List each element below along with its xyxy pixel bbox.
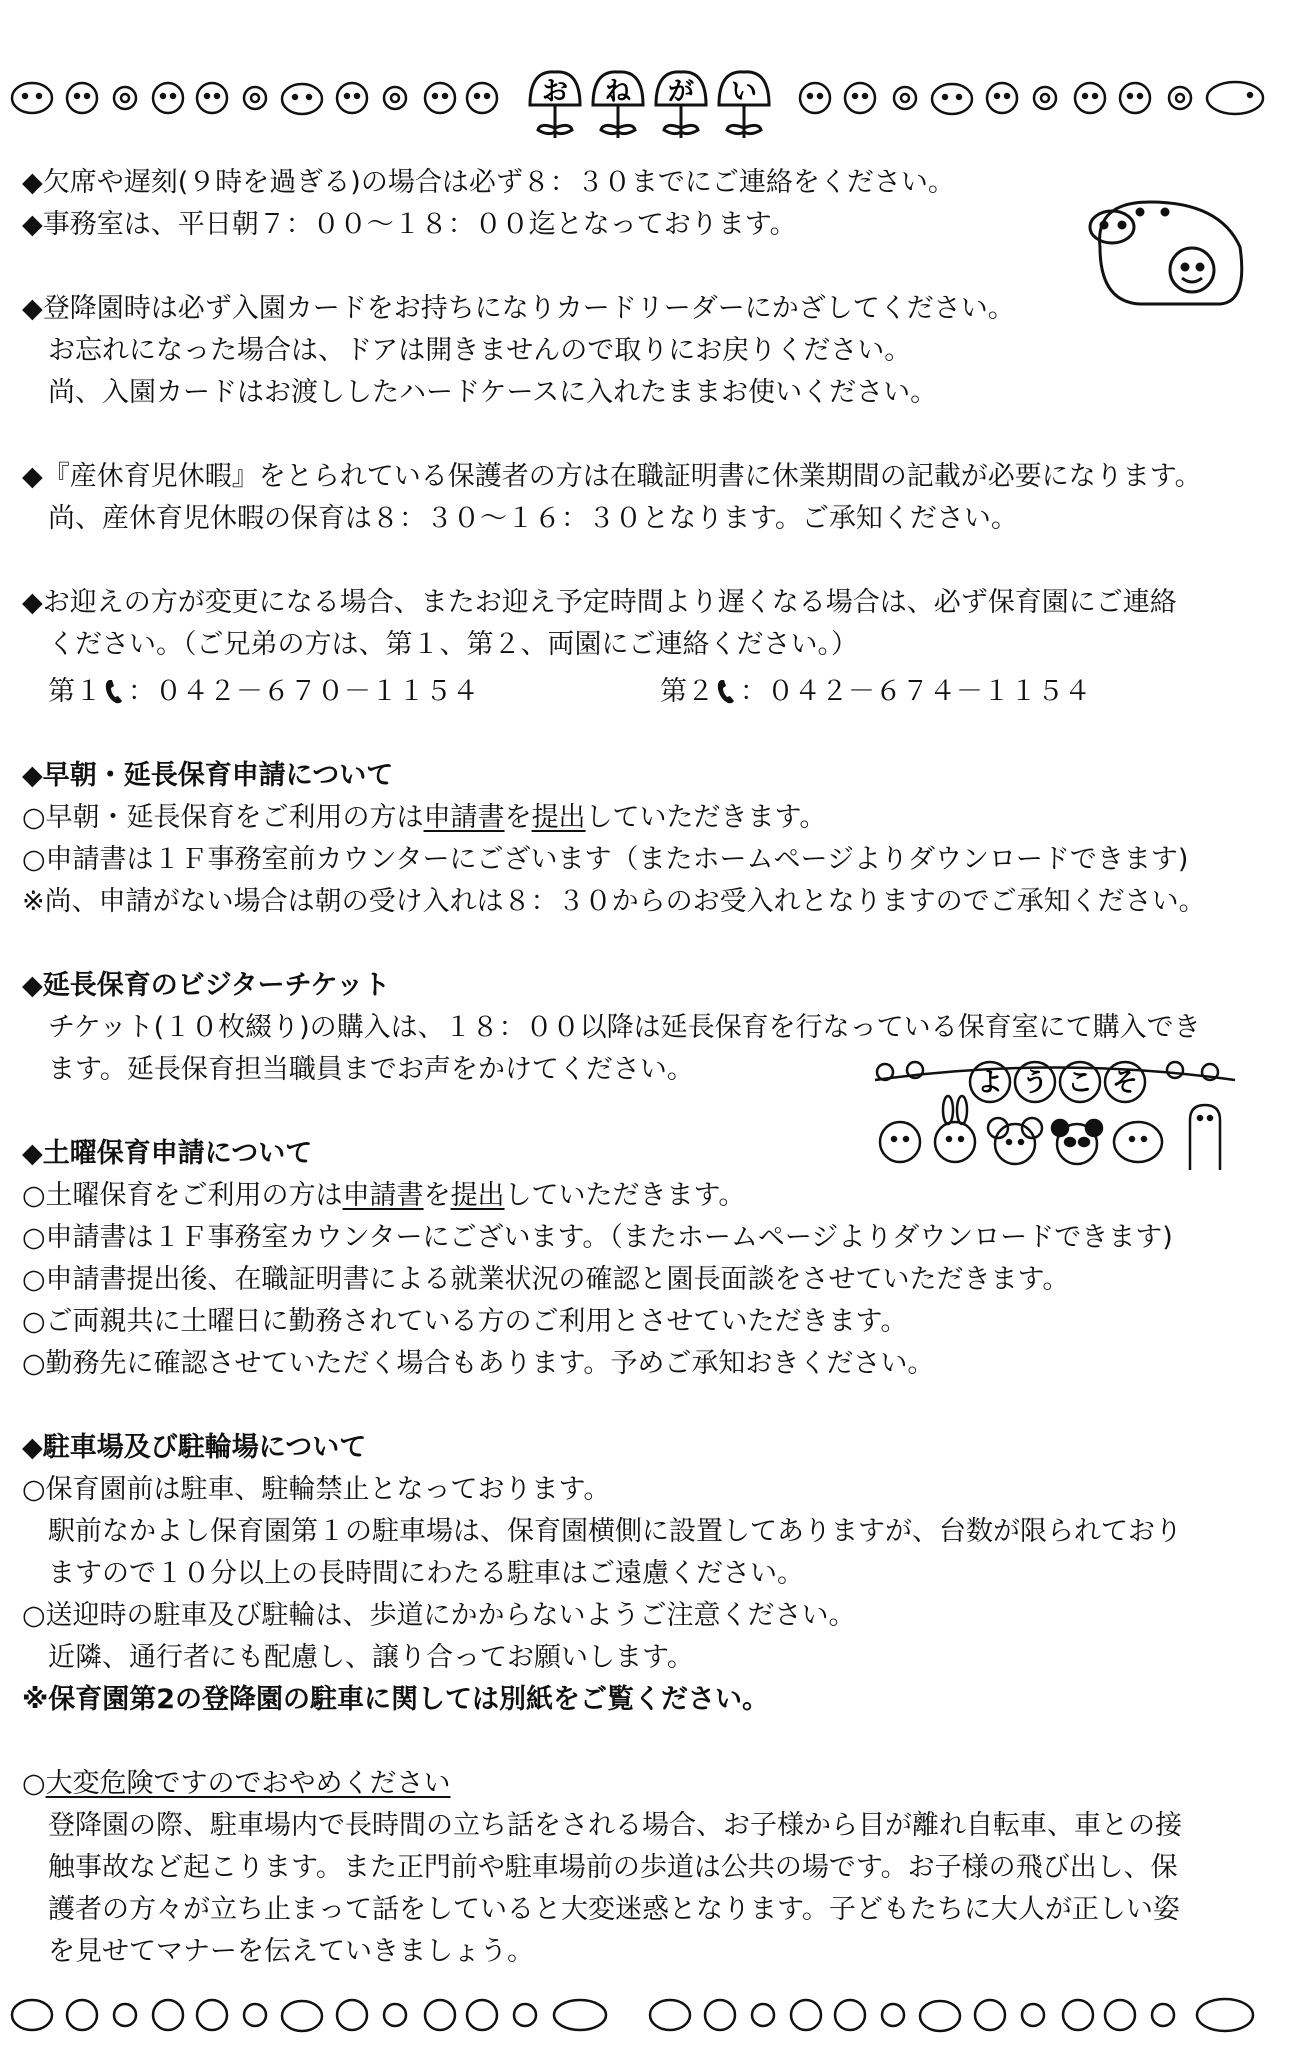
notice-parking-neighbors: 近隣、通行者にも配慮し、譲り合ってお願いします。	[48, 1642, 694, 1673]
notice-parking-lot-cont: ますので１０分以上の長時間にわたる駐車はご遠慮ください。	[48, 1558, 804, 1589]
phone-first	[48, 674, 479, 710]
bottom-border	[0, 1985, 1290, 2045]
phone-icon	[716, 677, 738, 705]
phone-number: ：０４２－６７４－１１５４	[740, 676, 1091, 707]
notice-saturday-confirm: ○勤務先に確認させていただく場合もあります。予めご承知おきください。	[22, 1348, 935, 1379]
phone-icon	[104, 677, 126, 705]
notice-danger-heading: ○大変危険ですのでおやめください	[22, 1768, 451, 1799]
notice-danger-3: 護者の方々が立ち止まって話をしていると大変迷惑となります。子どもたちに大人が正しい姿	[48, 1894, 1180, 1925]
notice-parking-lot: 駅前なかよし保育園第１の駐車場は、保育園横側に設置してありますが、台数が限られており	[48, 1516, 1182, 1547]
notice-parking-ban: ○保育園前は駐車、駐輪禁止となっております。	[22, 1474, 611, 1505]
hippo-illustration-icon	[1070, 192, 1250, 316]
notice-early-form: ○申請書は１Ｆ事務室前カウンターにございます（またホームページよりダウンロードできます)	[22, 844, 1189, 875]
welcome-char: う	[1021, 1068, 1049, 1098]
heading-visitor-ticket: ◆延長保育のビジターチケット	[22, 970, 391, 1001]
heading-parking: ◆駐車場及び駐輪場について	[22, 1432, 367, 1463]
notice-pickup-cont: ください。（ご兄弟の方は、第１、第２、両園にご連絡ください。）	[48, 629, 858, 660]
title-char: ね	[604, 77, 632, 107]
title-char: い	[730, 77, 758, 107]
heading-saturday: ◆土曜保育申請について	[22, 1138, 313, 1169]
phone-number: ：０４２－６７０－１１５４	[128, 676, 479, 707]
phone-label: 第１	[48, 676, 102, 707]
phone-second	[660, 674, 1091, 710]
notice-danger-1: 登降園の際、駐車場内で長時間の立ち話をされる場合、お子様から目が離れ自転車、車との接	[48, 1810, 1182, 1841]
notice-parking-sidewalk: ○送迎時の駐車及び駐輪は、歩道にかからないようご注意ください。	[22, 1600, 856, 1631]
notice-absence: ◆欠席や遅刻(９時を過ぎる)の場合は必ず８：３０までにご連絡をください。	[22, 167, 955, 198]
welcome-char: こ	[1066, 1068, 1094, 1098]
notice-saturday-parents: ○ご両親共に土曜日に勤務されている方のご利用とさせていただきます。	[22, 1306, 908, 1337]
welcome-animals-illustration	[870, 1060, 1240, 1184]
notice-saturday-form: ○申請書は１Ｆ事務室カウンターにございます。（またホームページよりダウンロードできます)	[22, 1222, 1173, 1253]
notice-danger-2: 触事故など起こります。また正門前や駐車場前の歩道は公共の場です。お子様の飛び出し、保	[48, 1852, 1178, 1883]
notice-ticket: チケット(１０枚綴り)の購入は、１８：００以降は延長保育を行なっている保育室にて購入でき	[48, 1012, 1201, 1043]
notice-entry-card-forgot: お忘れになった場合は、ドアは開きませんので取りにお戻りください。	[48, 335, 912, 366]
notice-leave-hours: 尚、産休育児休暇の保育は８：３０～１６：３０となります。ご承知ください。	[48, 503, 1018, 534]
notice-parking-second: ※保育園第2の登降園の駐車に関しては別紙をご覧ください。	[22, 1684, 770, 1715]
notice-saturday-apply: ○土曜保育をご利用の方は申請書を提出していただきます。	[22, 1180, 746, 1211]
notice-pickup: ◆お迎えの方が変更になる場合、またお迎え予定時間より遅くなる場合は、必ず保育園にご連絡	[22, 587, 1177, 618]
notice-early-none: ※尚、申請がない場合は朝の受け入れは８：３０からのお受入れとなりますのでご承知ください。	[22, 886, 1206, 917]
heading-early-extended: ◆早朝・延長保育申請について	[22, 760, 394, 791]
title-char: お	[541, 77, 569, 107]
phone-label: 第２	[660, 676, 714, 707]
title-char: が	[667, 77, 695, 107]
page-title	[520, 60, 780, 140]
notice-entry-card-case: 尚、入園カードはお渡ししたハードケースに入れたままお使いください。	[48, 377, 938, 408]
notice-early-apply: ○早朝・延長保育をご利用の方は申請書を提出していただきます。	[22, 802, 827, 833]
notice-ticket-cont: ます。延長保育担当職員までお声をかけてください。	[48, 1054, 694, 1085]
notice-saturday-interview: ○申請書提出後、在職証明書による就業状況の確認と園長面談をさせていただきます。	[22, 1264, 1070, 1295]
notice-office-hours: ◆事務室は、平日朝７：００～１８：００迄となっております。	[22, 209, 797, 240]
welcome-char: よ	[976, 1068, 1004, 1098]
animal-border-icon	[0, 1985, 1290, 2045]
notice-danger-4: を見せてマナーを伝えていきましょう。	[48, 1936, 534, 1967]
welcome-char: そ	[1111, 1068, 1139, 1098]
notice-leave: ◆『産休育児休暇』をとられている保護者の方は在職証明書に休業期間の記載が必要になります。	[22, 461, 1202, 492]
notice-entry-card: ◆登降園時は必ず入園カードをお持ちになりカードリーダーにかざしてください。	[22, 293, 1015, 324]
